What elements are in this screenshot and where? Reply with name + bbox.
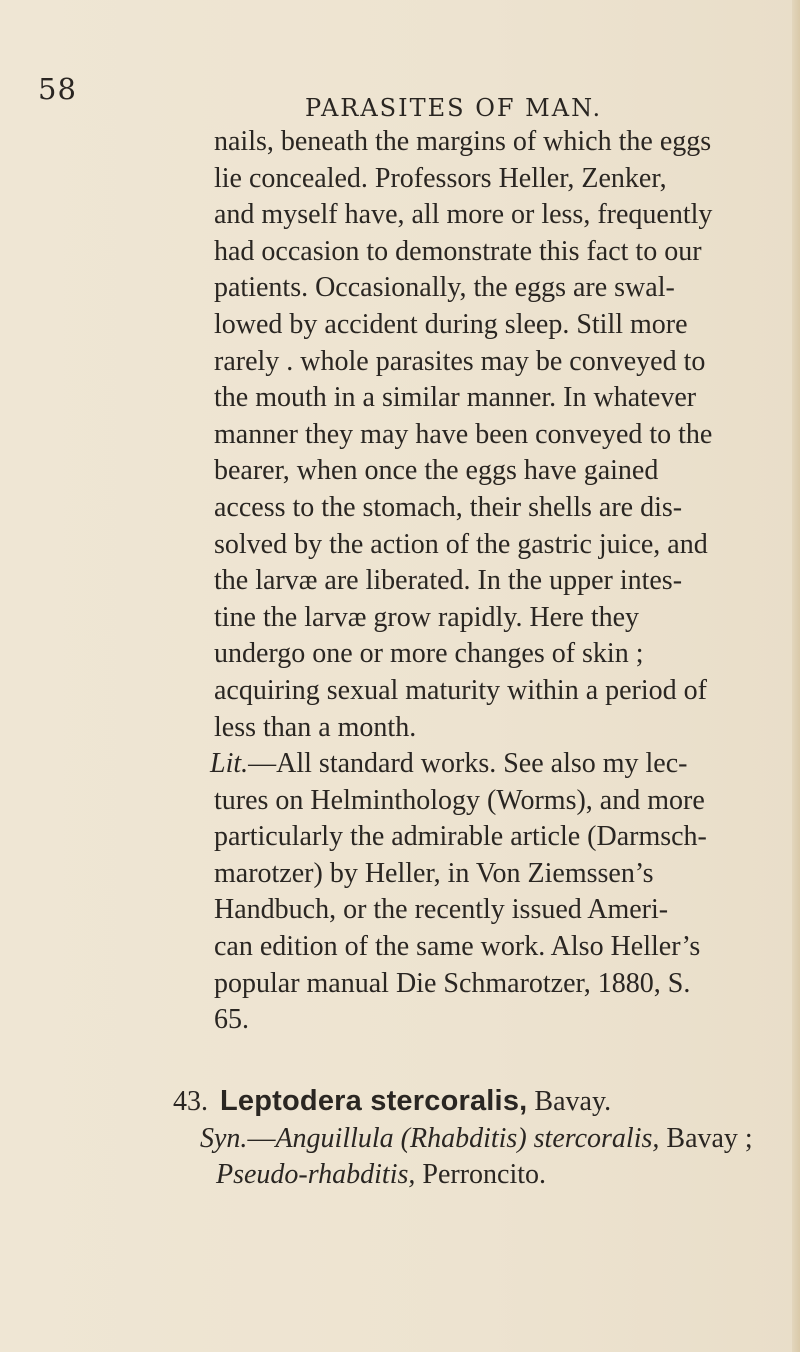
synonym-name: Anguillula (Rhabditis) stercoralis, bbox=[275, 1122, 660, 1154]
text-line: bearer, when once the eggs have gained bbox=[214, 455, 659, 487]
text-line: lowed by accident during sleep. Still more bbox=[214, 308, 688, 340]
text-line: tures on Helminthology (Worms), and more bbox=[214, 784, 705, 816]
syn-dash: — bbox=[247, 1122, 276, 1154]
page-number: 58 bbox=[38, 72, 77, 106]
synonym-line bbox=[173, 1121, 773, 1158]
text-line: manner they may have been conveyed to the bbox=[214, 418, 713, 450]
body-paragraph bbox=[210, 124, 770, 1039]
synonym-author: Bavay ; bbox=[666, 1122, 753, 1154]
text-line: can edition of the same work. Also Heller’s bbox=[214, 931, 701, 963]
synonym-name: Pseudo-rhabditis, bbox=[216, 1159, 416, 1190]
text-line: popular manual Die Schmarotzer, 1880, S. bbox=[214, 967, 691, 999]
literature-line bbox=[210, 746, 770, 783]
text-line: lie concealed. Professors Heller, Zenker, bbox=[214, 162, 667, 194]
text-line: Handbuch, or the recently issued Ameri- bbox=[214, 894, 669, 926]
syn-label: Syn. bbox=[200, 1122, 248, 1154]
entry-number: 43. bbox=[173, 1086, 208, 1117]
text-line: less than a month. bbox=[214, 711, 417, 743]
text-line: solved by the action of the gastric juice, and bbox=[214, 528, 708, 560]
text-line: undergo one or more changes of skin ; bbox=[214, 638, 644, 670]
text-line: the mouth in a similar manner. In whatever bbox=[214, 382, 697, 414]
running-head: PARASITES OF MAN. bbox=[305, 94, 603, 122]
text-line: 65. bbox=[214, 1004, 249, 1036]
text-line: patients. Occasionally, the eggs are swal- bbox=[214, 272, 675, 304]
species-name: Leptodera stercoralis, bbox=[220, 1085, 528, 1117]
text-line: nails, beneath the margins of which the eggs bbox=[214, 126, 712, 157]
lit-text: —All standard works. See also my lec- bbox=[248, 748, 688, 780]
text-line: rarely . whole parasites may be conveyed to bbox=[214, 345, 706, 377]
text-line: particularly the admirable article (Darmsch- bbox=[214, 821, 707, 853]
synonym-line bbox=[173, 1157, 773, 1194]
species-author: Bavay. bbox=[534, 1086, 612, 1117]
text-line: and myself have, all more or less, frequently bbox=[214, 199, 713, 231]
lit-label: Lit. bbox=[210, 748, 249, 780]
page-edge bbox=[792, 0, 800, 1352]
entry-heading bbox=[173, 1083, 773, 1121]
text-line: marotzer) by Heller, in Von Ziemssen’s bbox=[214, 857, 654, 889]
synonym-author: Perroncito. bbox=[422, 1159, 547, 1190]
text-line: the larvæ are liberated. In the upper intes- bbox=[214, 565, 683, 597]
species-entry bbox=[173, 1083, 773, 1194]
text-line: had occasion to demonstrate this fact to our bbox=[214, 235, 702, 267]
text-line: acquiring sexual maturity within a period of bbox=[214, 674, 707, 706]
text-line: access to the stomach, their shells are dis- bbox=[214, 491, 683, 523]
text-line: tine the larvæ grow rapidly. Here they bbox=[214, 601, 640, 633]
